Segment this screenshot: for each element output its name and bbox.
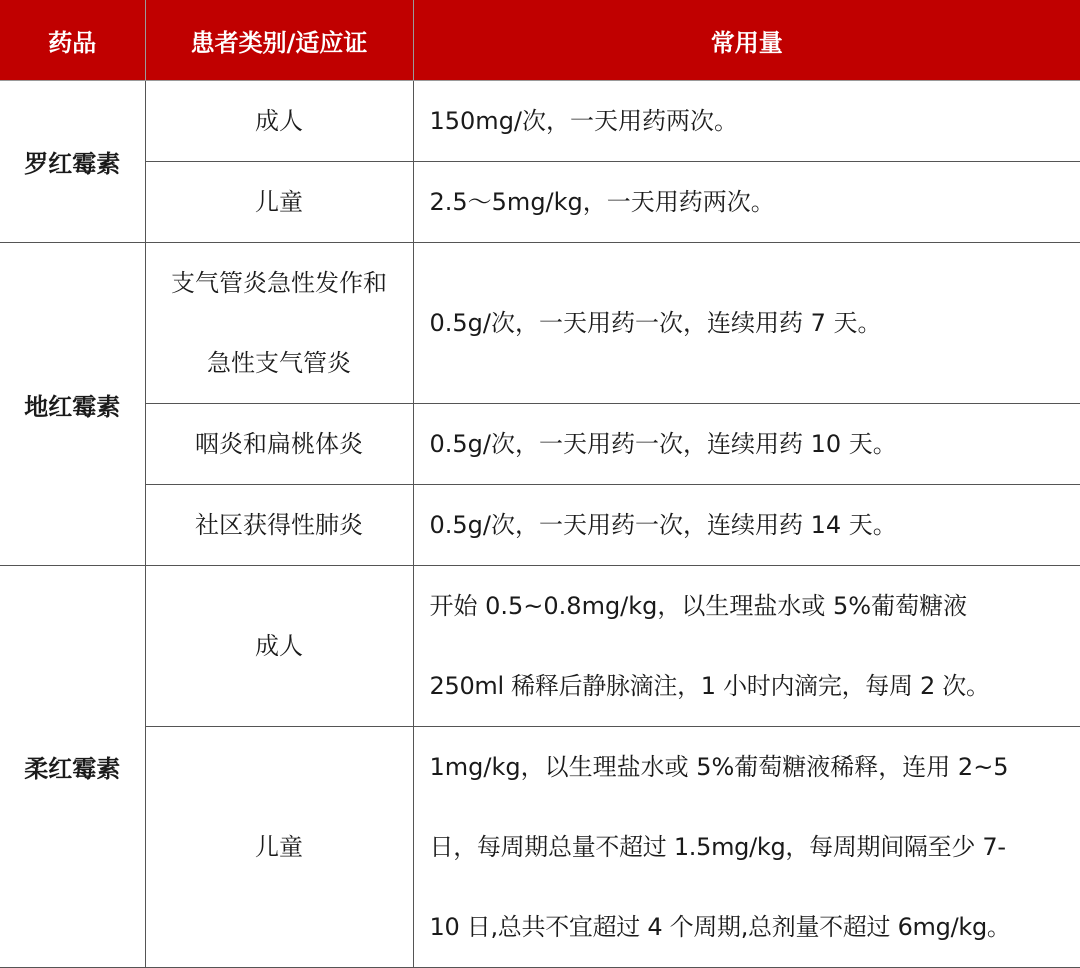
drug-name: 柔红霉素 <box>0 566 145 968</box>
dosage-text <box>413 727 1080 968</box>
dosage-text: 2.5～5mg/kg，一天用药两次。 <box>413 162 1080 243</box>
dosage-line: 1mg/kg，以生理盐水或 5%葡萄糖液稀释，连用 2~5 <box>430 727 1080 807</box>
dosage-line: 10 日,总共不宜超过 4 个周期,总剂量不超过 6mg/kg。 <box>430 887 1080 967</box>
table-row <box>0 162 1080 243</box>
header-category: 患者类别/适应证 <box>145 0 413 81</box>
dosage-line: 日，每周期总量不超过 1.5mg/kg，每周期间隔至少 7- <box>430 807 1080 887</box>
dosage-line: 250ml 稀释后静脉滴注，1 小时内滴完，每周 2 次。 <box>430 646 1080 726</box>
patient-category <box>145 243 413 404</box>
category-line: 急性支气管炎 <box>146 323 413 403</box>
dosage-text <box>413 566 1080 727</box>
dosage-text: 150mg/次，一天用药两次。 <box>413 81 1080 162</box>
header-row <box>0 0 1080 81</box>
patient-category: 成人 <box>145 566 413 727</box>
patient-category: 儿童 <box>145 727 413 968</box>
patient-category: 成人 <box>145 81 413 162</box>
drug-name: 地红霉素 <box>0 243 145 566</box>
table-row <box>0 81 1080 162</box>
dosage-line: 开始 0.5~0.8mg/kg，以生理盐水或 5%葡萄糖液 <box>430 566 1080 646</box>
patient-category: 社区获得性肺炎 <box>145 485 413 566</box>
table-row <box>0 243 1080 404</box>
drug-name: 罗红霉素 <box>0 81 145 243</box>
table-row <box>0 566 1080 727</box>
header-dose: 常用量 <box>413 0 1080 81</box>
category-line: 支气管炎急性发作和 <box>146 243 413 323</box>
table-row <box>0 404 1080 485</box>
dosage-text: 0.5g/次，一天用药一次，连续用药 10 天。 <box>413 404 1080 485</box>
table-row <box>0 727 1080 968</box>
dosage-text: 0.5g/次，一天用药一次，连续用药 7 天。 <box>413 243 1080 404</box>
table-row <box>0 485 1080 566</box>
patient-category: 儿童 <box>145 162 413 243</box>
dosage-text: 0.5g/次，一天用药一次，连续用药 14 天。 <box>413 485 1080 566</box>
header-drug: 药品 <box>0 0 145 81</box>
patient-category: 咽炎和扁桃体炎 <box>145 404 413 485</box>
